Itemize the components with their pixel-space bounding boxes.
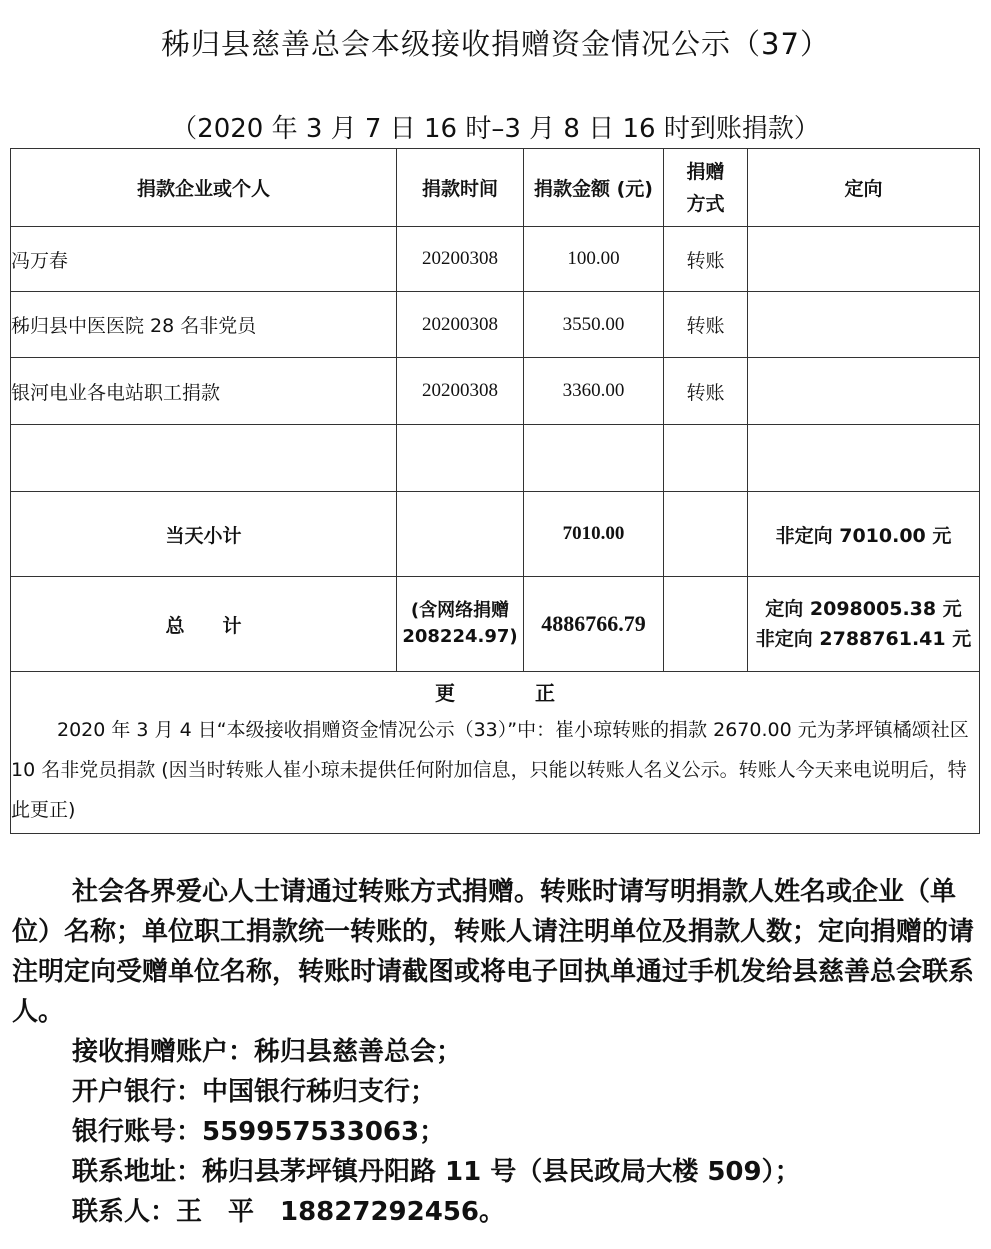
- page-title: 秭归县慈善总会本级接收捐赠资金情况公示（37）: [161, 27, 830, 61]
- subtotal-amount: 7010.00: [524, 492, 664, 577]
- subtotal-method-cell: [664, 492, 748, 577]
- row-date: 20200308: [397, 292, 524, 358]
- subtotal-date-cell: [397, 492, 524, 577]
- table-row: [11, 227, 980, 292]
- total-direction-line1: 定向 2098005.38 元: [765, 598, 962, 620]
- correction-cell: [11, 672, 980, 834]
- notice-account: 接收捐赠账户：秭归县慈善总会；: [72, 1037, 463, 1067]
- total-date-note-line2: 208224.97): [402, 626, 518, 647]
- total-direction: [748, 577, 980, 672]
- donation-table: [10, 148, 980, 834]
- total-amount: 4886766.79: [524, 577, 664, 672]
- row-direction: [748, 292, 980, 358]
- notice-contact: 联系人：王 平 18827292456。: [72, 1197, 505, 1227]
- table-row: [11, 292, 980, 358]
- total-date-note-line1: (含网络捐赠: [410, 600, 510, 621]
- correction-text: 2020 年 3 月 4 日“本级接收捐赠资金情况公示（33）”中：崔小琼转账的捐款 2670.00 元为茅坪镇橘颂社区 10 名非党员捐款 (因当时转账人崔小琼未提供任何附加信息，只能以转账人名义公示。转账人今天来电说明后，特此更正): [11, 718, 969, 821]
- notice-account-number: 银行账号：559957533063；: [72, 1117, 446, 1147]
- total-date-note: [397, 577, 524, 672]
- row-method: 转账: [664, 227, 748, 292]
- header-method-line2: 方式: [686, 192, 725, 215]
- empty-cell: [397, 425, 524, 492]
- row-donor: 银河电业各电站职工捐款: [11, 358, 397, 425]
- row-donor: 冯万春: [11, 227, 397, 292]
- page-subtitle: （2020 年 3 月 7 日 16 时–3 月 8 日 16 时到账捐款）: [171, 114, 820, 144]
- header-direction: 定向: [748, 149, 980, 227]
- table-header-row: [11, 149, 980, 227]
- empty-cell: [664, 425, 748, 492]
- row-amount: 3550.00: [524, 292, 664, 358]
- row-amount: 3360.00: [524, 358, 664, 425]
- empty-cell: [524, 425, 664, 492]
- subtotal-label: 当天小计: [11, 492, 397, 577]
- table-row: [11, 358, 980, 425]
- header-method: [664, 149, 748, 227]
- correction-row: [11, 672, 980, 834]
- row-date: 20200308: [397, 227, 524, 292]
- total-row: [11, 577, 980, 672]
- total-direction-line2: 非定向 2788761.41 元: [755, 628, 972, 650]
- row-date: 20200308: [397, 358, 524, 425]
- row-donor: 秭归县中医医院 28 名非党员: [11, 292, 397, 358]
- row-direction: [748, 358, 980, 425]
- total-method-cell: [664, 577, 748, 672]
- header-donor: 捐款企业或个人: [11, 149, 397, 227]
- row-method: 转账: [664, 358, 748, 425]
- header-date: 捐款时间: [397, 149, 524, 227]
- donation-notice: [12, 872, 980, 1232]
- table-row-empty: [11, 425, 980, 492]
- notice-bank: 开户银行：中国银行秭归支行；: [72, 1077, 437, 1107]
- empty-cell: [11, 425, 397, 492]
- row-method: 转账: [664, 292, 748, 358]
- notice-address: 联系地址：秭归县茅坪镇丹阳路 11 号（县民政局大楼 509）；: [72, 1157, 801, 1187]
- row-amount: 100.00: [524, 227, 664, 292]
- subtotal-direction: 非定向 7010.00 元: [748, 492, 980, 577]
- total-label: 总 计: [11, 577, 397, 672]
- subtotal-row: [11, 492, 980, 577]
- notice-paragraph: 社会各界爱心人士请通过转账方式捐赠。转账时请写明捐款人姓名或企业（单位）名称；单位职工捐款统一转账的，转账人请注明单位及捐款人数；定向捐赠的请注明定向受赠单位名称，转账时请截图或将电子回执单通过手机发给县慈善总会联系人。: [12, 877, 975, 1027]
- empty-cell: [748, 425, 980, 492]
- correction-title: 更 正: [435, 680, 555, 705]
- header-method-line1: 捐赠: [686, 160, 725, 183]
- header-amount: 捐款金额 (元): [524, 149, 664, 227]
- row-direction: [748, 227, 980, 292]
